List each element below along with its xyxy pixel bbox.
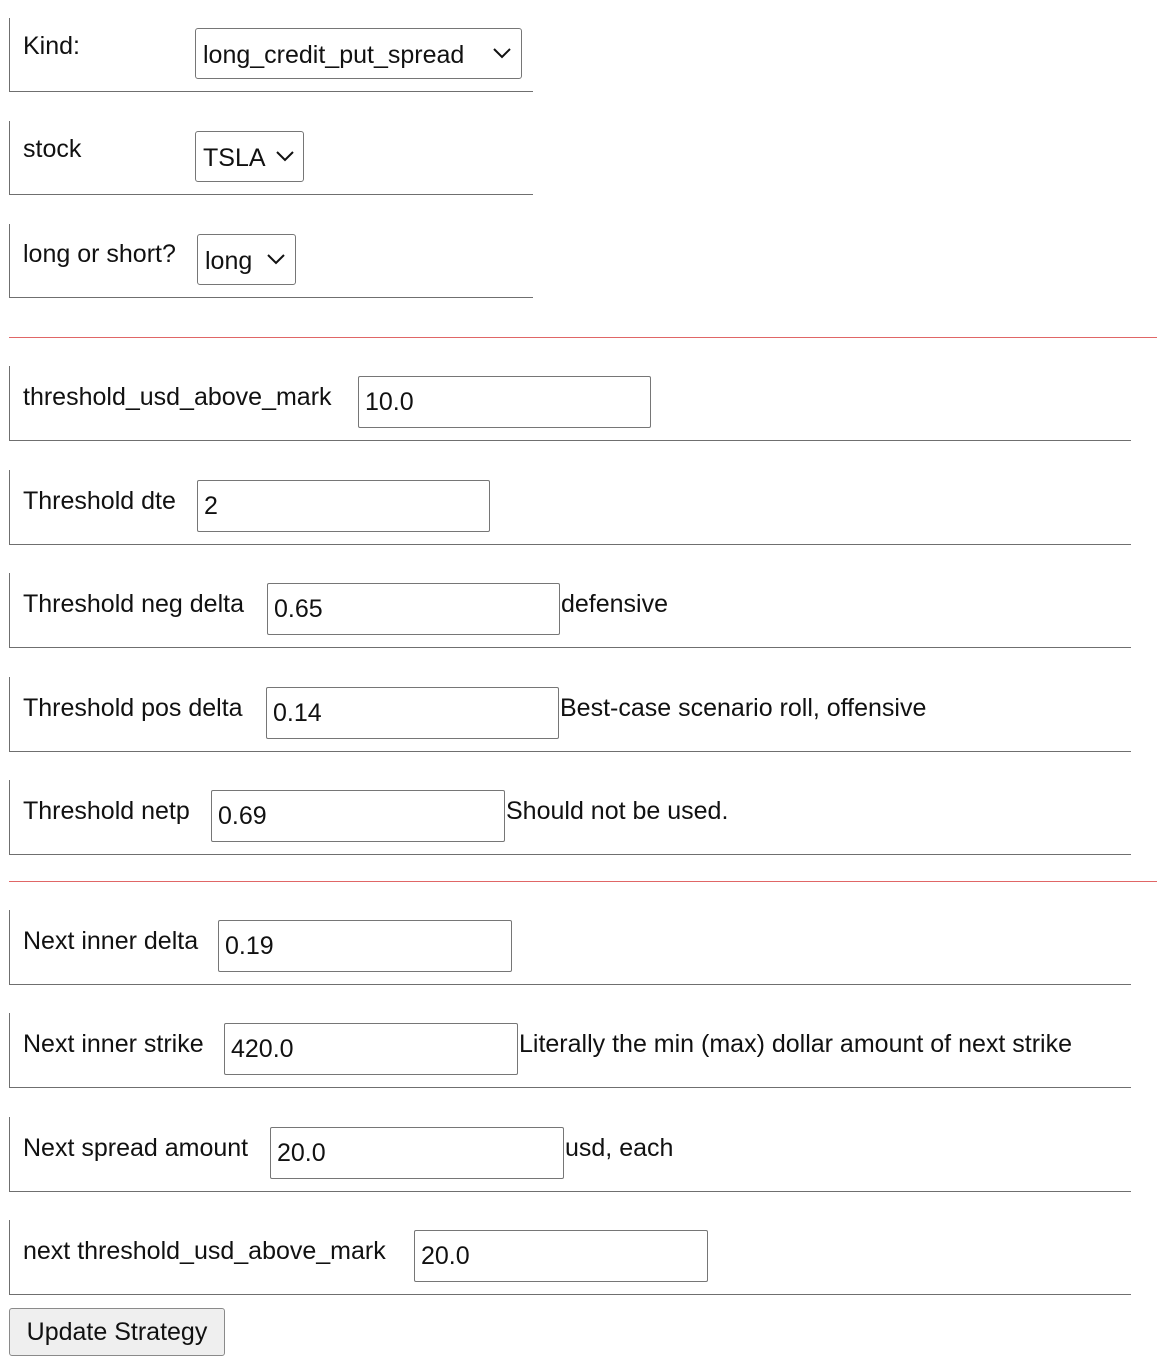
threshold-netp-input[interactable]	[211, 790, 505, 842]
next-inner-strike-input[interactable]	[224, 1023, 518, 1075]
next-spread-amount-note: usd, each	[565, 1134, 674, 1162]
threshold-pos-delta-label: Threshold pos delta	[23, 694, 243, 722]
kind-select-value: long_credit_put_spread	[203, 40, 465, 69]
threshold-pos-delta-note: Best-case scenario roll, offensive	[560, 694, 927, 722]
threshold-neg-delta-note: defensive	[561, 590, 669, 618]
next-spread-amount-label: Next spread amount	[23, 1134, 249, 1162]
threshold-neg-delta-input[interactable]	[267, 583, 560, 635]
threshold-usd-above-mark-input[interactable]	[358, 376, 651, 428]
threshold-usd-above-mark-label: threshold_usd_above_mark	[23, 383, 332, 411]
threshold-dte-row	[9, 470, 1131, 545]
stock-select[interactable]	[195, 131, 304, 182]
next-inner-strike-label: Next inner strike	[23, 1030, 204, 1058]
next-inner-delta-input[interactable]	[218, 920, 512, 972]
next-inner-delta-row	[9, 910, 1131, 985]
chevron-down-icon	[276, 151, 294, 162]
kind-label: Kind:	[23, 32, 80, 60]
long-or-short-label: long or short?	[23, 240, 176, 268]
chevron-down-icon	[267, 254, 285, 265]
section-divider	[9, 881, 1157, 882]
long-or-short-select-value: long	[205, 246, 253, 275]
next-inner-delta-label: Next inner delta	[23, 927, 199, 955]
next-threshold-usd-above-mark-label: next threshold_usd_above_mark	[23, 1237, 386, 1265]
update-strategy-button[interactable]: Update Strategy	[9, 1308, 225, 1356]
kind-select[interactable]	[195, 28, 522, 79]
threshold-neg-delta-label: Threshold neg delta	[23, 590, 244, 618]
next-spread-amount-input[interactable]	[270, 1127, 564, 1179]
next-threshold-usd-above-mark-input[interactable]	[414, 1230, 708, 1282]
next-inner-strike-note: Literally the min (max) dollar amount of next strike	[519, 1030, 1072, 1058]
threshold-dte-label: Threshold dte	[23, 487, 176, 515]
threshold-pos-delta-input[interactable]	[266, 687, 559, 739]
stock-select-value: TSLA	[203, 143, 266, 172]
threshold-dte-input[interactable]	[197, 480, 490, 532]
threshold-netp-label: Threshold netp	[23, 797, 190, 825]
chevron-down-icon	[493, 48, 511, 59]
threshold-netp-note: Should not be used.	[506, 797, 729, 825]
stock-label: stock	[23, 135, 82, 163]
long-or-short-select[interactable]	[197, 234, 296, 285]
section-divider	[9, 337, 1157, 338]
